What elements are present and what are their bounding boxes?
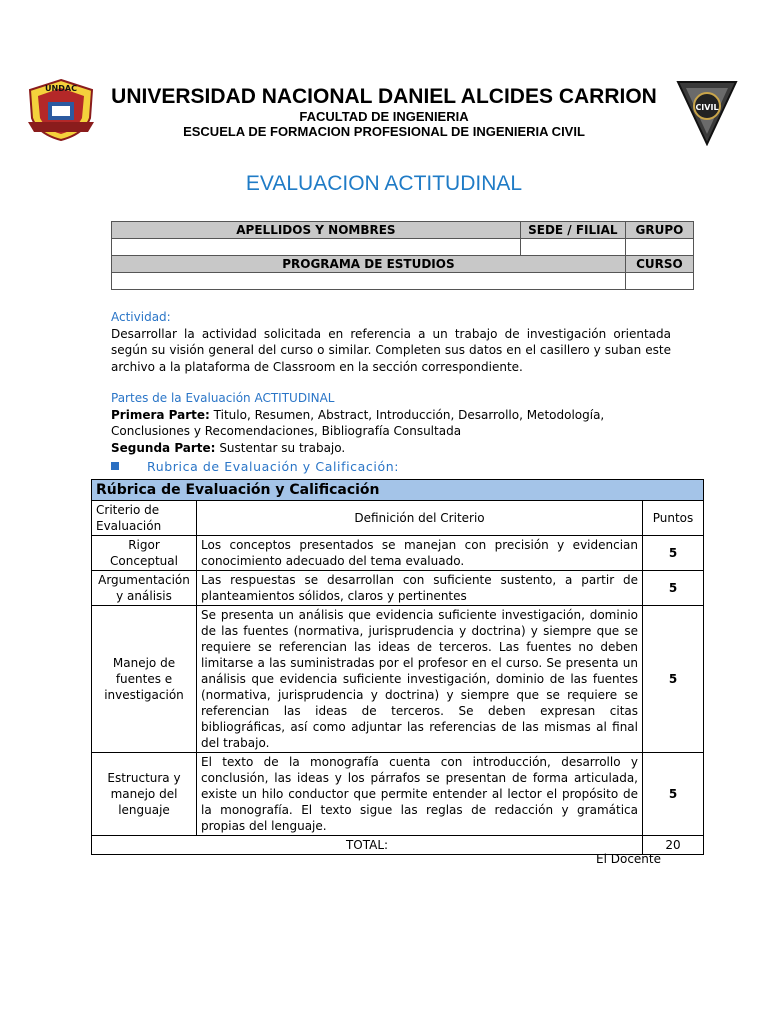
actividad-label: Actividad: [111,310,171,324]
grupo-header: GRUPO [625,222,693,239]
primera-parte [111,407,671,440]
curso-header: CURSO [625,256,693,273]
puntos-cell: 5 [643,753,704,836]
actividad-section [111,309,671,375]
segunda-parte [111,440,671,457]
puntos-cell: 5 [643,606,704,753]
student-info-table [111,221,694,290]
segunda-parte-text: Sustentar su trabajo. [219,440,346,455]
faculty-name: FACULTAD DE INGENIERIA [299,109,469,124]
total-label: TOTAL: [92,836,643,855]
definicion-cell: El texto de la monografía cuenta con introducción, desarrollo y conclusión, las ideas y los párrafos se presentan de forma articulada, existe un hilo conductor que permite entender al lector el propósito de la monografía. El texto sigue las reglas de redacción y gramática propias del lenguaje. [197,753,643,836]
sede-field[interactable] [520,239,625,256]
grupo-field[interactable] [625,239,693,256]
square-bullet-icon [111,462,119,470]
primera-parte-text: Titulo, Resumen, Abstract, Introducción, Desarrollo, Metodología, Conclusiones y Recomendaciones, Bibliografía Consultada [111,407,605,438]
signature-label: El Docente [596,852,661,866]
programa-field[interactable] [112,273,626,290]
definicion-header: Definición del Criterio [197,501,643,536]
curso-field[interactable] [625,273,693,290]
primera-parte-label: Primera Parte: [111,407,210,422]
puntos-header: Puntos [643,501,704,536]
criterio-cell: Estructura y manejo del lenguaje [92,753,197,836]
partes-label: Partes de la Evaluación ACTITUDINAL [111,391,335,405]
document-title: EVALUACION ACTITUDINAL [245,172,523,195]
apellidos-header: APELLIDOS Y NOMBRES [112,222,521,239]
criterio-cell: Rigor Conceptual [92,536,197,571]
apellidos-field[interactable] [112,239,521,256]
rubric-heading: Rubrica de Evaluación y Calificación: [147,459,400,474]
civil-logo [676,76,738,146]
puntos-cell: 5 [643,571,704,606]
table-row [92,606,704,753]
criterio-cell: Manejo de fuentes e investigación [92,606,197,753]
partes-section [111,390,671,456]
school-name: ESCUELA DE FORMACION PROFESIONAL DE INGENIERIA CIVIL [183,124,585,139]
criterio-cell: Argumentación y análisis [92,571,197,606]
rubric-caption: Rúbrica de Evaluación y Calificación [92,480,704,501]
actividad-text: Desarrollar la actividad solicitada en referencia a un trabajo de investigación orientada según su visión general del curso o similar. Completen sus datos en el casillero y suban este archivo a la plataforma de Classroom en la sección correspondiente. [111,326,671,374]
segunda-parte-label: Segunda Parte: [111,440,216,455]
programa-header: PROGRAMA DE ESTUDIOS [112,256,626,273]
definicion-cell: Los conceptos presentados se manejan con precisión y evidencian conocimiento adecuado del tema evaluado. [197,536,643,571]
svg-text:CIVIL: CIVIL [695,103,719,112]
rubric-table [91,479,704,855]
undac-logo [24,78,98,142]
university-name: UNIVERSIDAD NACIONAL DANIEL ALCIDES CARRION [111,85,657,108]
table-row [92,571,704,606]
criterio-header: Criterio de Evaluación [92,501,197,536]
definicion-cell: Las respuestas se desarrollan con suficiente sustento, a partir de planteamientos sólidos, claros y pertinentes [197,571,643,606]
table-row [92,753,704,836]
sede-header: SEDE / FILIAL [520,222,625,239]
svg-text:UNDAC: UNDAC [45,84,77,93]
definicion-cell: Se presenta un análisis que evidencia suficiente investigación, dominio de las fuentes (normativa, jurisprudencia y doctrina) y siempre que se requiere se referencian las ideas de terceros. Las fuentes no deben limitarse a las suministradas por el profesor en el curso. Se presenta un análisis que evidencia suficiente investigación, dominio de las fuentes (normativa, jurisprudencia y doctrina) y siempre que se requiere se referencian las ideas de terceros. Se deben expresan citas bibliográficas, así como adjuntar las referencias de las mismas al final del trabajo. [197,606,643,753]
puntos-cell: 5 [643,536,704,571]
total-value: 20 [643,836,704,855]
table-row [92,536,704,571]
